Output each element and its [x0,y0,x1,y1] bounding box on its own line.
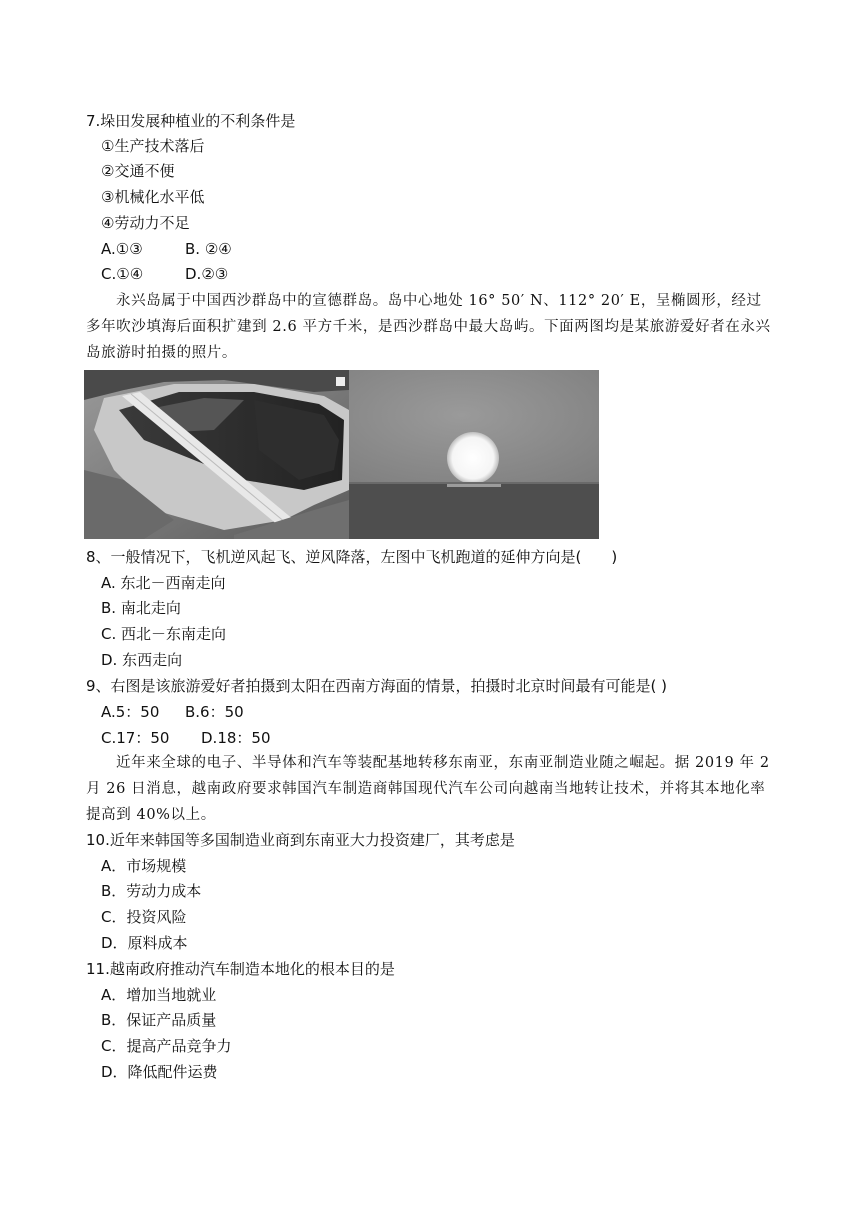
q9-choice-b: B.6：50 [185,703,244,721]
q7-item-2: ②交通不便 [101,162,175,180]
q9-choice-a: A.5：50 [101,703,160,721]
q10-stem: 10.近年来韩国等多国制造业商到东南亚大力投资建厂，其考虑是 [86,831,515,849]
q7-choice-c: C.①④ [101,265,144,283]
q7-choices-row-2 [101,264,228,284]
q11-stem: 11.越南政府推动汽车制造本地化的根本目的是 [86,960,395,978]
q7-choice-d: D.②③ [185,265,229,283]
q9-choice-d: D.18：50 [201,729,271,747]
q8-stem: 8、一般情况下，飞机逆风起飞、逆风降落，左图中飞机跑道的延伸方向是( ) [86,548,618,566]
q9-choice-c: C.17：50 [101,729,170,747]
photo-pair [84,370,599,539]
q8-option-b: B. 南北走向 [101,599,181,617]
q7-item-3: ③机械化水平低 [101,188,205,206]
sunset-photo-drawing [349,370,599,539]
runway-aerial-photo [84,370,349,539]
q10-option-a: A．市场规模 [101,857,187,875]
q7-choices-row-1 [101,239,232,259]
q8-option-d: D. 东西走向 [101,651,183,669]
sunset-sea-photo [349,370,599,539]
q10-option-d: D．原料成本 [101,934,188,952]
q10-option-c: C．投资风险 [101,908,187,926]
q8-option-c: C. 西北－东南走向 [101,625,227,643]
q11-option-a: A．增加当地就业 [101,986,217,1004]
q9-stem: 9、右图是该旅游爱好者拍摄到太阳在西南方海面的情景，拍摄时北京时间最有可能是( ) [86,677,668,695]
passage-yongxing-island: 永兴岛属于中国西沙群岛中的宣德群岛。岛中心地处 16° 50′ N、112° 20′ E，呈椭圆形，经过多年吹沙填海后面积扩建到 2.6 平方千米，是西沙群岛中最大岛屿。下面两图均是某旅游爱好者在永兴岛旅游时拍摄的照片。 [86,293,771,361]
q7-stem: 7.垛田发展种植业的不利条件是 [86,112,296,130]
passage-southeast-asia-manufacturing: 近年来全球的电子、半导体和汽车等装配基地转移东南亚，东南亚制造业随之崛起。据 2019 年 2 月 26 日消息，越南政府要求韩国汽车制造商韩国现代汽车公司向越南当地转让技术，并将其本地化率提高到 40%以上。 [86,755,770,823]
q7-choice-b: B. ②④ [185,240,232,258]
q7-choice-a: A.①③ [101,240,143,258]
q7-item-4: ④劳动力不足 [101,214,190,232]
q10-option-b: B．劳动力成本 [101,882,202,900]
q9-choices-row-2 [101,728,271,748]
q7-item-1: ①生产技术落后 [101,137,205,155]
q8-option-a: A. 东北－西南走向 [101,574,226,592]
q9-choices-row-1 [101,702,244,722]
q11-option-d: D．降低配件运费 [101,1063,218,1081]
q11-option-b: B．保证产品质量 [101,1011,217,1029]
q11-option-c: C．提高产品竞争力 [101,1037,232,1055]
runway-photo-drawing [84,370,349,539]
